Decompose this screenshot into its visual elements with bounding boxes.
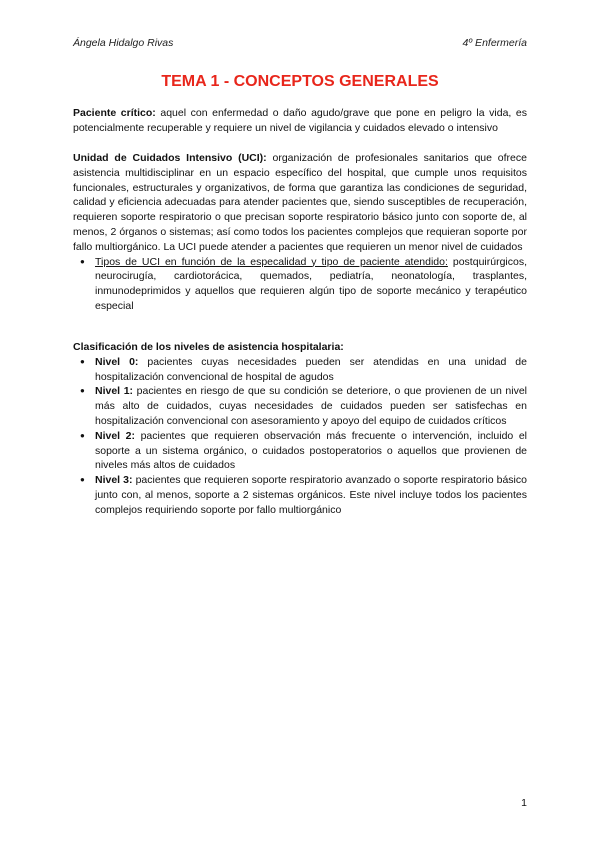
level-label: Nivel 3: [95, 474, 133, 487]
uci-text: organización de profesionales sanitarios que ofrece asistencia multidisciplinar en un espacio específico del hospital, que cumple unos requisitos funcionales, estructurales y organizativos, de forma que garantiza las condiciones de seguridad, calidad y eficiencia adecuadas para atender pacientes que, siendo susceptibles de recuperación, requieren soporte respiratorio o que precisan soporte respiratorio básico junto con soporte de, al menos, 2 órganos o sistemas; así como todos los pacientes complejos que requieran soporte por fallo multiorgánico. La UCI puede atender a pacientes que requieren un menor nivel de cuidados [73, 152, 527, 253]
levels-list [73, 355, 527, 518]
uci-term: Unidad de Cuidados Intensivo (UCI): [73, 152, 267, 164]
paciente-critico-term: Paciente crítico: [73, 107, 156, 119]
header-author: Ángela Hidalgo Rivas [73, 37, 174, 49]
level-text: pacientes que requieren soporte respiratorio avanzado o soporte respiratorio básico junto con, al menos, soporte a 2 sistemas orgánicos. Este nivel incluye todos los pacientes complejos requiriendo soporte por fallo multiorgánico [95, 474, 527, 516]
header-course: 4º Enfermería [462, 37, 527, 49]
uci-section [73, 151, 527, 314]
clasificacion-section [73, 340, 527, 518]
list-item [95, 355, 527, 385]
uci-bullet-list [73, 255, 527, 314]
level-label: Nivel 0: [95, 355, 139, 368]
list-item [95, 384, 527, 428]
paciente-critico-text: aquel con enfermedad o daño agudo/grave que pone en peligro la vida, es potencialmente recuperable y requiere un nivel de vigilancia y cuidados elevado o intensivo [73, 107, 527, 134]
list-item [95, 255, 527, 314]
level-text: pacientes en riesgo de que su condición se deteriore, o que provienen de un nivel más alto de cuidados, cuyas necesidades de cuidados pueden ser satisfechas en hospitalización convencional con asesoramiento y apoyo del equipo de cuidados críticos [95, 385, 527, 427]
level-text: pacientes que requieren observación más frecuente o intervención, incluido el soporte a un sistema orgánico, o cuidados postoperatorios o aquellos que provienen de niveles más altos de cuidados [95, 429, 527, 472]
clasificacion-heading: Clasificación de los niveles de asistencia hospitalaria: [73, 341, 344, 353]
paciente-critico-paragraph [73, 106, 527, 136]
list-item [95, 429, 527, 473]
page-title: TEMA 1 - CONCEPTOS GENERALES [161, 73, 439, 90]
uci-types-underlined: Tipos de UCI en función de la especalidad y tipo de paciente atendido: [95, 255, 448, 268]
level-label: Nivel 1: [95, 385, 134, 398]
level-label: Nivel 2: [95, 429, 136, 442]
list-item [95, 473, 527, 517]
uci-types-text: postquirúrgicos, neurocirugía, cardiotorácica, quemados, pediatría, neonatología, trasplantes, inmunodeprimidos y aquellos que requieren algún tipo de soporte mecánico y terapéutico especial [95, 255, 527, 312]
page-number: 1 [521, 797, 527, 809]
level-text: pacientes cuyas necesidades pueden ser atendidas en una unidad de hospitalización convencional de hospital de agudos [95, 355, 527, 383]
